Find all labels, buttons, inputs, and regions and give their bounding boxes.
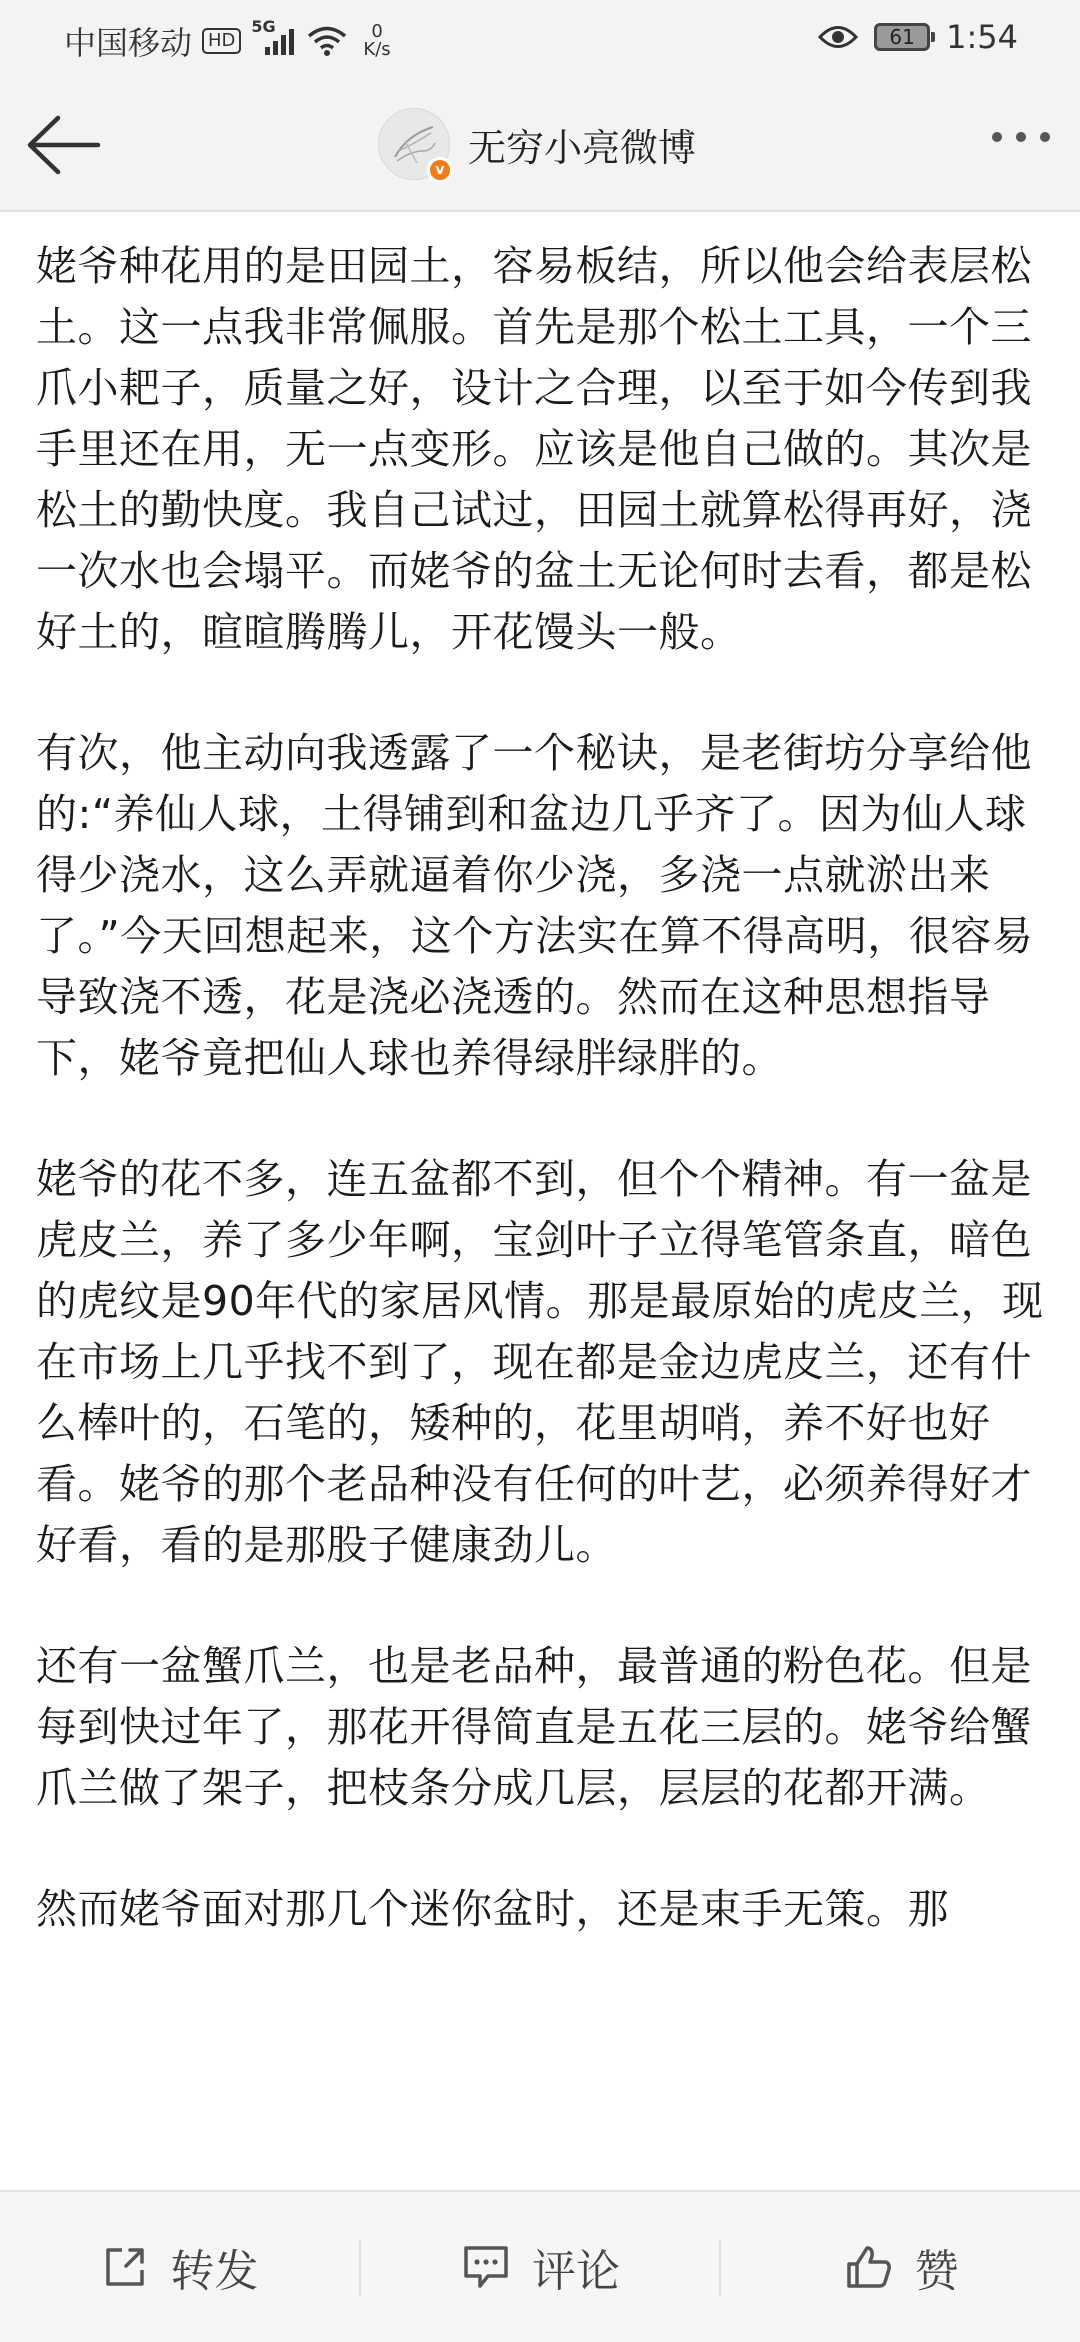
comment-label: 评论 (532, 2246, 620, 2297)
status-bar (0, 0, 1080, 82)
status-right (818, 18, 1018, 56)
like-label: 赞 (914, 2246, 959, 2297)
page-title: 无穷小亮微博 (468, 125, 697, 170)
thumbs-up-icon (843, 2242, 895, 2292)
action-bar (0, 2190, 1080, 2342)
nav-bar (0, 82, 1080, 212)
back-button[interactable] (24, 112, 104, 178)
repost-button[interactable] (0, 2232, 359, 2302)
eye-icon (818, 24, 858, 50)
hd-badge: HD (202, 28, 241, 54)
repost-icon (100, 2242, 150, 2292)
speed-value: 0 (371, 21, 383, 42)
comment-icon (460, 2242, 512, 2292)
back-arrow-icon (24, 112, 104, 178)
wifi-icon (307, 25, 347, 57)
comment-button[interactable] (361, 2232, 720, 2302)
speed-unit: K/s (363, 39, 391, 60)
article-paragraph-4: 还有一盆蟹爪兰，也是老品种，最普通的粉色花。但是每到快过年了，那花开得简直是五花三层的。姥爷给蟹爪兰做了架子，把枝条分成几层，层层的花都开满。 (36, 1642, 1032, 1812)
like-button[interactable] (721, 2232, 1080, 2302)
carrier-name: 中国移动 (64, 24, 193, 62)
clock: 1:54 (946, 18, 1018, 56)
article-paragraph-3: 姥爷的花不多，连五盆都不到，但个个精神。有一盆是虎皮兰，养了多少年啊，宝剑叶子立得笔管条直，暗色的虎纹是90年代的家居风情。那是最原始的虎皮兰，现在市场上几乎找不到了，现在都是金边虎皮兰，还有什么棒叶的，石笔的，矮种的，花里胡哨，养不好也好看。姥爷的那个老品种没有任何的叶艺，必须养得好才好看，看的是那股子健康劲儿。 (36, 1155, 1044, 1569)
signal-icon (251, 17, 297, 59)
more-button[interactable] (992, 132, 1050, 142)
article-paragraph-2: 有次，他主动向我透露了一个秘诀，是老街坊分享给他的:“养仙人球，土得铺到和盆边几乎齐了。因为仙人球得少浇水，这么弄就逼着你少浇，多浇一点就淤出来了。”今天回想起来，这个方法实在算不得高明，很容易导致浇不透，花是浇必浇透的。然而在这种思想指导下，姥爷竟把仙人球也养得绿胖绿胖的。 (36, 729, 1034, 1082)
repost-label: 转发 (170, 2246, 259, 2297)
network-speed (363, 23, 390, 59)
status-left (64, 18, 391, 64)
article-body (36, 236, 1046, 2000)
verified-badge: v (427, 157, 453, 183)
article-paragraph-5: 然而姥爷面对那几个迷你盆时，还是束手无策。那 (36, 1885, 949, 1933)
article-paragraph-1: 姥爷种花用的是田园土，容易板结，所以他会给表层松土。这一点我非常佩服。首先是那个松土工具，一个三爪小耙子，质量之好，设计之合理，以至于如今传到我手里还在用，无一点变形。应该是他自己做的。其次是松土的勤快度。我自己试过，田园土就算松得再好，浇一次水也会塌平。而姥爷的盆土无论何时去看，都是松好土的，暄暄腾腾儿，开花馒头一般。 (36, 242, 1032, 656)
network-type: 5G (251, 17, 276, 36)
title-group[interactable] (378, 108, 696, 180)
avatar[interactable] (378, 108, 450, 180)
battery-indicator: 61 (874, 23, 930, 51)
more-dots-icon (992, 132, 1002, 142)
